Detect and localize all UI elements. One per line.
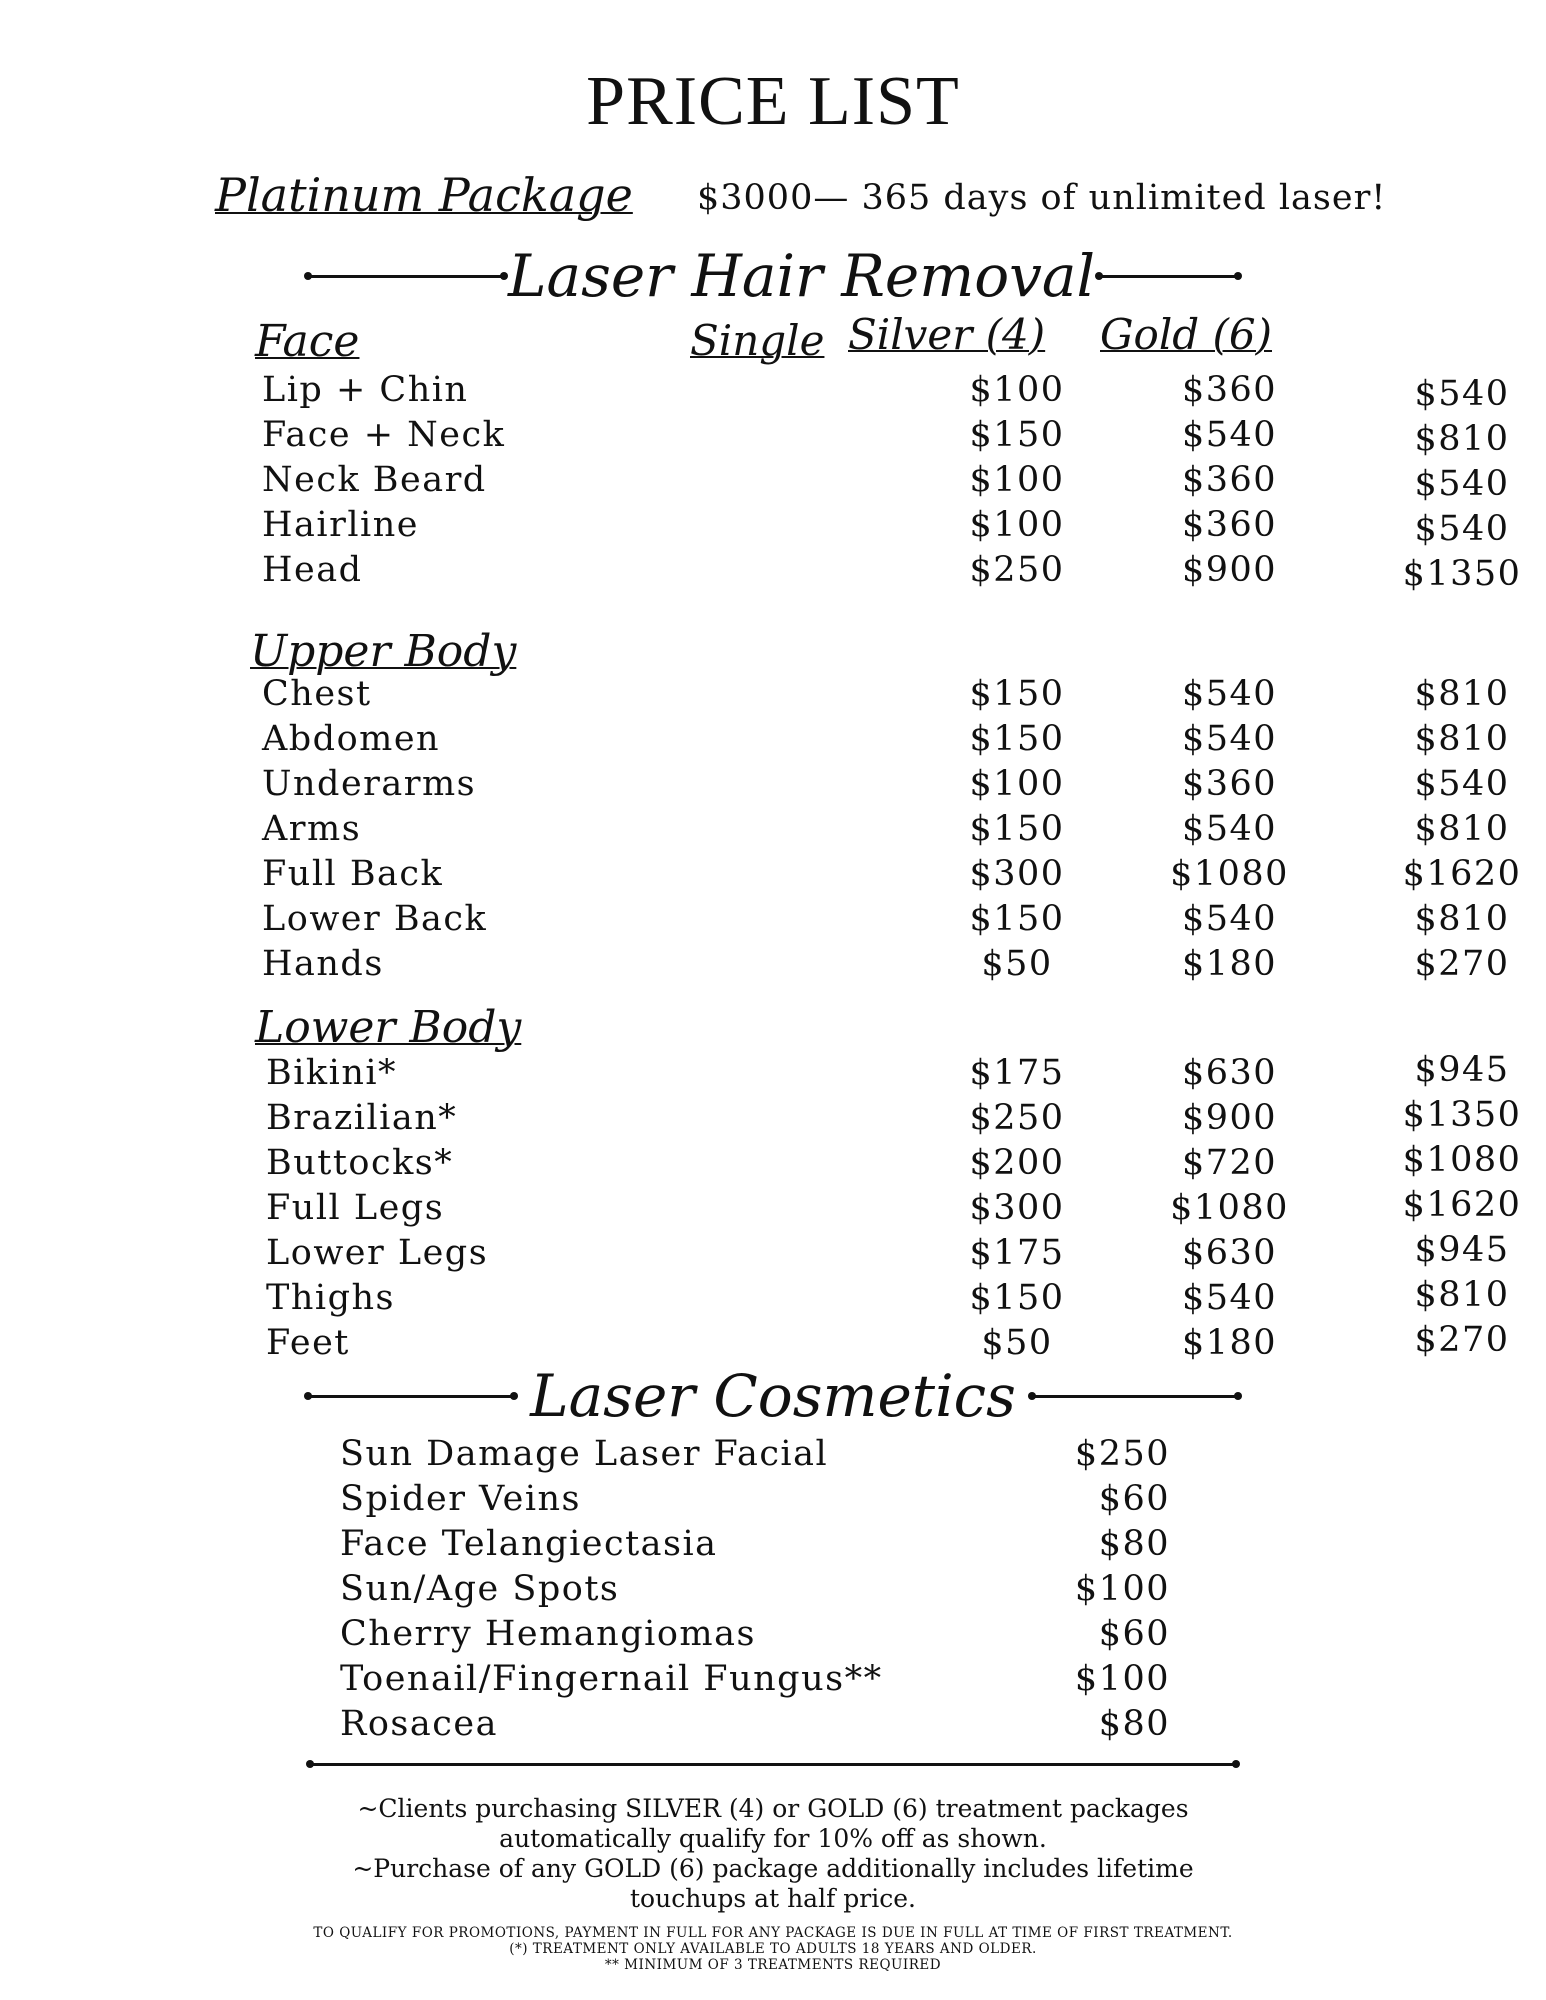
cosmetics-row bbox=[340, 1614, 1170, 1658]
fine-print-line: ** MINIMUM OF 3 TREATMENTS REQUIRED bbox=[604, 1957, 942, 1973]
cosmetics-header bbox=[308, 1362, 1238, 1430]
treatment-name: Thighs bbox=[266, 1278, 395, 1318]
divider-line-right bbox=[1032, 1395, 1238, 1398]
treatment-name: Brazilian* bbox=[266, 1098, 458, 1138]
silver-price: $540 bbox=[1181, 809, 1278, 849]
gold-price: $945 bbox=[1414, 1050, 1510, 1090]
silver-price: $360 bbox=[1181, 505, 1278, 545]
note-line: ~Purchase of any GOLD (6) package additionally includes lifetime bbox=[352, 1854, 1194, 1883]
cosmetic-price: $80 bbox=[1098, 1704, 1170, 1744]
single-price: $300 bbox=[969, 1188, 1065, 1228]
gold-price: $945 bbox=[1414, 1230, 1510, 1270]
silver-price: $1080 bbox=[1170, 854, 1289, 894]
silver-price: $630 bbox=[1181, 1233, 1278, 1273]
gold-price: $810 bbox=[1414, 809, 1510, 849]
bottom-divider bbox=[310, 1763, 1236, 1766]
cosmetics-row bbox=[340, 1704, 1170, 1748]
single-price: $175 bbox=[969, 1053, 1065, 1093]
divider-line-left bbox=[308, 1395, 514, 1398]
single-price: $250 bbox=[969, 1098, 1065, 1138]
divider-line-left bbox=[308, 275, 504, 278]
page-title: PRICE LIST bbox=[586, 63, 960, 140]
silver-price: $180 bbox=[1181, 1323, 1278, 1363]
note-line: automatically qualify for 10% off as shown. bbox=[499, 1824, 1047, 1853]
treatment-name: Face + Neck bbox=[262, 415, 506, 455]
cosmetic-treatment-name: Rosacea bbox=[340, 1704, 498, 1744]
gold-price: $810 bbox=[1414, 1275, 1510, 1315]
treatment-name: Hands bbox=[262, 944, 384, 984]
gold-price: $810 bbox=[1414, 674, 1510, 714]
silver-price: $360 bbox=[1181, 764, 1278, 804]
gold-price: $540 bbox=[1414, 374, 1510, 414]
silver-price: $540 bbox=[1181, 1278, 1278, 1318]
cosmetic-treatment-name: Spider Veins bbox=[340, 1479, 582, 1519]
gold-price: $1080 bbox=[1402, 1140, 1522, 1180]
platinum-package-text: $3000— 365 days of unlimited laser! bbox=[697, 178, 1387, 218]
treatment-name: Full Back bbox=[262, 854, 444, 894]
silver-price: $900 bbox=[1181, 550, 1278, 590]
fine-print-line: TO QUALIFY FOR PROMOTIONS, PAYMENT IN FULL FOR ANY PACKAGE IS DUE IN FULL AT TIME OF FIRST TREATMENT. bbox=[313, 1925, 1233, 1941]
single-price: $150 bbox=[969, 415, 1065, 455]
cosmetic-price: $80 bbox=[1098, 1524, 1170, 1564]
single-price: $200 bbox=[969, 1143, 1065, 1183]
platinum-package-label: Platinum Package bbox=[215, 168, 633, 222]
cosmetics-row bbox=[340, 1569, 1170, 1613]
cosmetic-treatment-name: Sun/Age Spots bbox=[340, 1569, 620, 1609]
treatment-name: Chest bbox=[262, 674, 372, 714]
single-price: $50 bbox=[981, 1323, 1053, 1363]
silver-price: $540 bbox=[1181, 415, 1278, 455]
category-upper-body-header: Upper Body bbox=[250, 626, 517, 677]
single-price: $100 bbox=[969, 460, 1065, 500]
single-price: $100 bbox=[969, 764, 1065, 804]
treatment-name: Neck Beard bbox=[262, 460, 487, 500]
single-price: $150 bbox=[969, 1278, 1065, 1318]
treatment-name: Lower Legs bbox=[266, 1233, 489, 1273]
fine-print bbox=[0, 1925, 1546, 1973]
gold-price: $810 bbox=[1414, 899, 1510, 939]
hair-removal-header bbox=[308, 242, 1238, 310]
gold-price: $540 bbox=[1414, 464, 1510, 504]
cosmetics-row bbox=[340, 1659, 1170, 1703]
treatment-name: Abdomen bbox=[262, 719, 441, 759]
silver-price: $900 bbox=[1181, 1098, 1278, 1138]
gold-price: $270 bbox=[1414, 944, 1510, 984]
treatment-name: Full Legs bbox=[266, 1188, 445, 1228]
cosmetic-price: $250 bbox=[1074, 1434, 1170, 1474]
cosmetic-treatment-name: Toenail/Fingernail Fungus** bbox=[340, 1659, 883, 1699]
single-price: $50 bbox=[981, 944, 1053, 984]
silver-price: $540 bbox=[1181, 899, 1278, 939]
silver-price: $540 bbox=[1181, 719, 1278, 759]
cosmetics-row bbox=[340, 1434, 1170, 1478]
gold-price: $1350 bbox=[1402, 554, 1522, 594]
single-price: $150 bbox=[969, 719, 1065, 759]
silver-price: $1080 bbox=[1170, 1188, 1289, 1228]
treatment-name: Arms bbox=[262, 809, 362, 849]
cosmetics-row bbox=[340, 1524, 1170, 1568]
cosmetic-price: $60 bbox=[1098, 1614, 1170, 1654]
gold-price: $1350 bbox=[1402, 1095, 1522, 1135]
single-price: $100 bbox=[969, 370, 1065, 410]
treatment-name: Feet bbox=[266, 1323, 350, 1363]
notes bbox=[0, 1794, 1546, 1914]
treatment-name: Bikini* bbox=[266, 1053, 398, 1093]
gold-price: $540 bbox=[1414, 764, 1510, 804]
note-line: ~Clients purchasing SILVER (4) or GOLD (6) treatment packages bbox=[357, 1794, 1189, 1823]
cosmetic-price: $100 bbox=[1074, 1569, 1170, 1609]
note-line: touchups at half price. bbox=[630, 1884, 916, 1913]
fine-print-line: (*) TREATMENT ONLY AVAILABLE TO ADULTS 18 YEARS AND OLDER. bbox=[509, 1941, 1037, 1957]
silver-price: $540 bbox=[1181, 674, 1278, 714]
single-price: $175 bbox=[969, 1233, 1065, 1273]
cosmetic-price: $60 bbox=[1098, 1479, 1170, 1519]
cosmetic-treatment-name: Face Telangiectasia bbox=[340, 1524, 718, 1564]
treatment-name: Buttocks* bbox=[266, 1143, 454, 1183]
cosmetic-treatment-name: Cherry Hemangiomas bbox=[340, 1614, 756, 1654]
cosmetic-treatment-name: Sun Damage Laser Facial bbox=[340, 1434, 829, 1474]
single-price: $300 bbox=[969, 854, 1065, 894]
silver-price: $720 bbox=[1181, 1143, 1278, 1183]
cosmetics-row bbox=[340, 1479, 1170, 1523]
cosmetic-price: $100 bbox=[1074, 1659, 1170, 1699]
treatment-name: Head bbox=[262, 550, 363, 590]
silver-price: $360 bbox=[1181, 460, 1278, 500]
cosmetics-title: Laser Cosmetics bbox=[530, 1362, 1016, 1430]
gold-price: $270 bbox=[1414, 1320, 1510, 1360]
divider-line-right bbox=[1099, 275, 1238, 278]
treatment-name: Underarms bbox=[262, 764, 477, 804]
treatment-name: Lower Back bbox=[262, 899, 488, 939]
single-price: $150 bbox=[969, 899, 1065, 939]
column-silver-header: Silver (4) bbox=[848, 310, 1046, 359]
single-price: $150 bbox=[969, 809, 1065, 849]
treatment-name: Lip + Chin bbox=[262, 370, 469, 410]
gold-price: $810 bbox=[1414, 419, 1510, 459]
single-price: $100 bbox=[969, 505, 1065, 545]
column-gold-header: Gold (6) bbox=[1100, 310, 1272, 359]
category-lower-body-header: Lower Body bbox=[255, 1002, 522, 1053]
gold-price: $1620 bbox=[1402, 1185, 1522, 1225]
category-face-header: Face bbox=[255, 316, 360, 367]
treatment-name: Hairline bbox=[262, 505, 419, 545]
column-single-header: Single bbox=[690, 316, 825, 365]
single-price: $150 bbox=[969, 674, 1065, 714]
single-price: $250 bbox=[969, 550, 1065, 590]
silver-price: $180 bbox=[1181, 944, 1278, 984]
silver-price: $360 bbox=[1181, 370, 1278, 410]
silver-price: $630 bbox=[1181, 1053, 1278, 1093]
hair-removal-title: Laser Hair Removal bbox=[508, 242, 1096, 310]
gold-price: $1620 bbox=[1402, 854, 1522, 894]
gold-price: $810 bbox=[1414, 719, 1510, 759]
gold-price: $540 bbox=[1414, 509, 1510, 549]
